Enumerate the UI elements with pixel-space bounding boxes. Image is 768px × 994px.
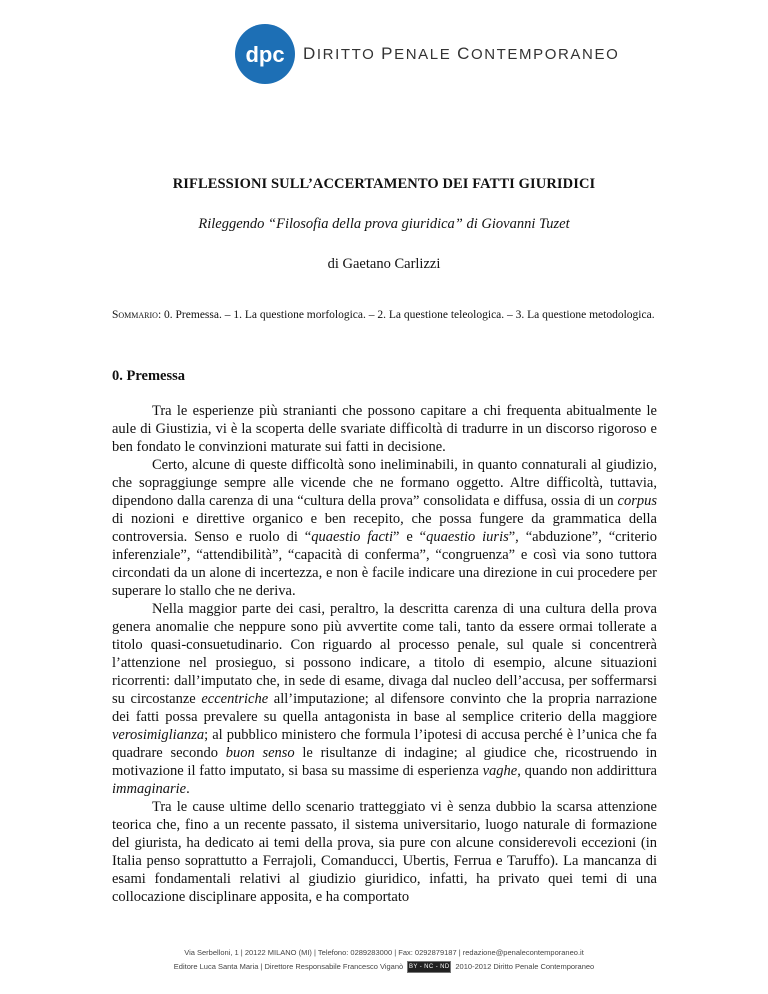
article-subtitle: Rileggendo “Filosofia della prova giuridica” di Giovanni Tuzet bbox=[198, 216, 570, 232]
text-run: ”, “abduzione”, “criterio inferenziale”, “attendibilità”, “capacità di conferma”, “congruenza” e così via sono tuttora circondati da un alone di incertezza, e non è facile indicare una direzione in cui procedere per superare lo stallo che ne deriva. bbox=[112, 529, 657, 599]
text-run: Tra le esperienze più stranianti che possono capitare a chi frequenta abitualmente le aule di Giustizia, vi è la scoperta delle svariate difficoltà di tradurre in un discorso rigoroso e ben fondato le convinzioni maturate sui fatti in decisione. bbox=[112, 403, 657, 455]
body-paragraph bbox=[112, 600, 657, 798]
text-run: ; al pubblico ministero che formula l’ipotesi di accusa perché è l’unica che fa quadrare secondo bbox=[112, 727, 657, 761]
text-run: Nella maggior parte dei casi, peraltro, la descritta carenza di una cultura della prova genera anomalie che neppure sono più avvertite come tali, tanto da essere ormai tollerate a titolo quasi-consuetudinario. Con riguardo al processo penale, sul quale si concentrerà l’attenzione nel prosieguo, si possono indicare, a titolo di esempio, alcune situazioni ricorrenti: dall’imputato che, in sede di esame, divaga dal nucleo dell’accusa, per soffermarsi su circostanze bbox=[112, 601, 657, 707]
brand-name bbox=[303, 44, 619, 64]
brand-initial: P bbox=[381, 44, 395, 63]
brand-rest: ENALE bbox=[394, 46, 458, 63]
text-run: Certo, alcune di queste difficoltà sono ineliminabili, in quanto connaturali al giudizio, che sopraggiunge sempre alle vicende che ne formano oggetto. Altre difficoltà, tuttavia, dipendono dalla carenza di una “cultura della prova” consolidata e diffusa, ossia di un bbox=[112, 457, 657, 509]
brand-initial: D bbox=[303, 44, 317, 63]
dpc-logo bbox=[235, 24, 295, 84]
page-footer bbox=[0, 946, 768, 974]
brand-rest: IRITTO bbox=[316, 46, 382, 63]
creative-commons-badge[interactable]: BY - NC - ND bbox=[407, 961, 451, 973]
italic-term: quaestio facti bbox=[311, 529, 393, 545]
italic-term: eccentriche bbox=[201, 691, 269, 707]
footer-credits bbox=[0, 960, 768, 974]
footer-copyright: 2010-2012 Diritto Penale Contemporaneo bbox=[455, 962, 595, 971]
text-run: di nozioni e direttive organico e ben recepito, che possa fungere da grammatica della controversia. Senso e ruolo di “ bbox=[112, 511, 657, 545]
logo-text: dpc bbox=[245, 42, 285, 67]
body-text bbox=[112, 402, 657, 906]
article-title: RIFLESSIONI SULL’ACCERTAMENTO DEI FATTI GIURIDICI bbox=[172, 176, 596, 192]
page-header bbox=[0, 0, 768, 110]
text-run: all’imputazione; al difensore convinto che la propria narrazione dei fatti possa prevalere su quella antagonista in base al semplice criterio della maggiore bbox=[112, 691, 657, 725]
text-run: . bbox=[186, 781, 190, 797]
italic-term: corpus bbox=[617, 493, 657, 509]
italic-term: buon senso bbox=[225, 745, 295, 761]
text-run: ” e “ bbox=[393, 529, 427, 545]
brand-rest: ONTEMPORANEO bbox=[470, 46, 620, 63]
body-paragraph bbox=[112, 798, 657, 906]
italic-term: vaghe bbox=[482, 763, 518, 779]
body-paragraph bbox=[112, 456, 657, 600]
article-author: di Gaetano Carlizzi bbox=[327, 256, 441, 272]
brand-initial: C bbox=[457, 44, 471, 63]
text-run: , quando non addirittura bbox=[517, 763, 657, 779]
footer-publisher: Editore Luca Santa Maria | Direttore Responsabile Francesco Viganò bbox=[173, 962, 404, 971]
italic-term: verosimiglianza bbox=[112, 727, 205, 743]
body-paragraph bbox=[112, 402, 657, 456]
section-heading: 0. Premessa bbox=[112, 368, 186, 384]
summary-label: Sommario bbox=[112, 309, 158, 321]
italic-term: immaginarie bbox=[112, 781, 187, 797]
text-run: le risultanze di indagine; al giudice che, ricostruendo in motivazione il fatto imputato, si basa su massime di esperienza bbox=[112, 745, 657, 779]
summary bbox=[112, 307, 657, 323]
text-run: Tra le cause ultime dello scenario tratteggiato vi è senza dubbio la scarsa attenzione teorica che, fino a un recente passato, il sistema universitario, luogo naturale di formazione del giurista, ha dedicato ai temi della prova, sia pure con alcune considerevoli eccezioni (in Italia penso soprattutto a Ferrajoli, Comanducci, Ubertis, Ferrua e Taruffo). La mancanza di esami fondamentali relativi al giudizio giuridico, infatti, ha privato quei temi di una collocazione disciplinare apposita, e ha comportato bbox=[112, 799, 657, 905]
summary-text: : 0. Premessa. – 1. La questione morfologica. – 2. La questione teleologica. – 3. La questione metodologica. bbox=[157, 309, 655, 321]
footer-address: Via Serbelloni, 1 | 20122 MILANO (MI) | Telefono: 0289283000 | Fax: 0292879187 | redazione@penalecontemporaneo.it bbox=[184, 948, 584, 957]
italic-term: quaestio iuris bbox=[426, 529, 509, 545]
